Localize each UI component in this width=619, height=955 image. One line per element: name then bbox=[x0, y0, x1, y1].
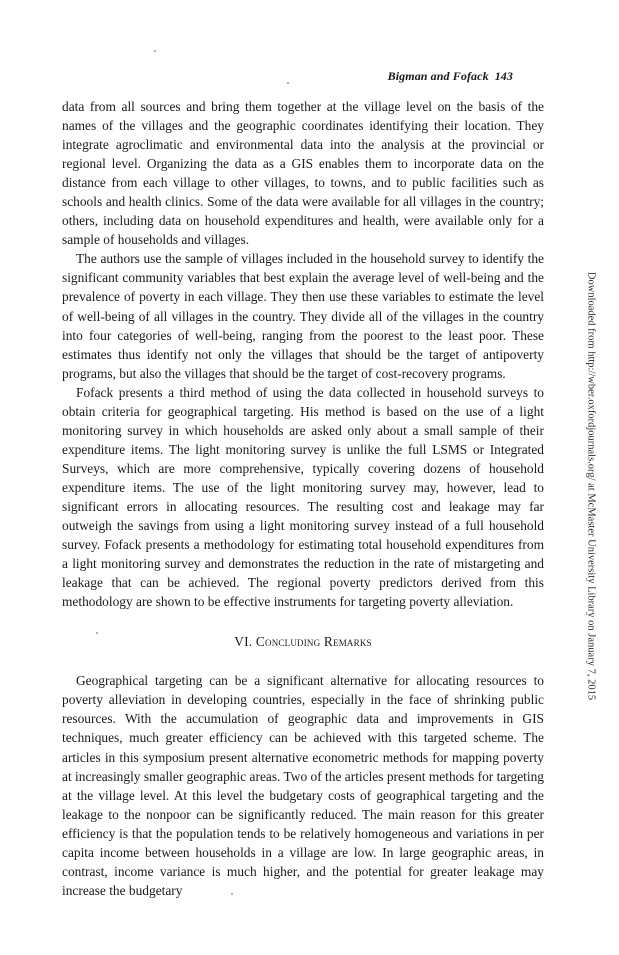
paragraph-3: Fofack presents a third method of using the data collected in household surveys to obtain criteria for geographical targeting. His method is based on the use of a light monitoring survey in which households are asked only about a small sample of their expenditure items. The light monitoring survey is unlike the full LSMS or Integrated Surveys, which are more comprehensive, typically covering dozens of household expenditure items. The use of the light monitoring survey may, however, lead to significant errors in allocating resources. The resulting cost and leakage may far outweigh the savings from using a light monitoring survey instead of a full household survey. Fofack presents a methodology for estimating total household expenditures from a light monitoring survey and demonstrates the reduction in the rate of mistargeting and leakage that can be achieved. The regional poverty predictors derived from this methodology are shown to be effective instruments for targeting poverty alleviation. bbox=[62, 384, 544, 610]
paragraph-4: Geographical targeting can be a significant alternative for allocating resources to poverty alleviation in developing countries, especially in the face of shrinking public resources. With the accumulation of geographic data and improvements in GIS techniques, much greater efficiency can be achieved with this targeted scheme. The articles in this symposium present alternative econometric methods for mapping poverty at increasingly smaller geographic areas. Two of the articles present methods for targeting at the village level. At this level the budgetary costs of geographical targeting and the leakage to the nonpoor can be significantly reduced. The main reason for this greater efficiency is that the population tends to be relatively homogeneous and variations in per capita income between households in a village are low. In large geographic areas, in contrast, income variance is much higher, and the potential for greater leakage may increase the budgetary bbox=[62, 673, 544, 898]
download-watermark: Downloaded from http://wber.oxfordjournals.org/ at McMaster University Library on January 7, 2015 bbox=[585, 271, 597, 701]
section-number: VI. bbox=[234, 634, 253, 650]
paragraph-1: data from all sources and bring them together at the village level on the basis of the names of the villages and the geographic coordinates identifying their location. They integrate agroclimatic and environmental data into the analysis at the provincial or regional level. Organizing the data as a GIS enables them to incorporate data on the distance from each village to other villages, to towns, and to public facilities such as schools and health clinics. Some of the data were available for all villages in the country; others, including data on household expenditures and health, were available only for a sample of households and villages. bbox=[62, 99, 544, 248]
section-title: Concluding Remarks bbox=[255, 634, 372, 650]
page-number: 143 bbox=[494, 69, 513, 83]
header-authors: Bigman and Fofack bbox=[387, 69, 489, 83]
section-heading bbox=[62, 632, 544, 651]
article-body bbox=[62, 97, 544, 900]
running-header bbox=[388, 69, 513, 84]
paragraph-2: The authors use the sample of villages included in the household survey to identify the significant community variables that best explain the average level of well-being and the prevalence of poverty in each village. They then use these variables to estimate the level of well-being of all villages in the country. They divide all of the villages in the country into four categories of well-being, ranging from the poorest to the least poor. These estimates thus identify not only the villages that should be the target of antipoverty programs, but also the villages that should be the target of cost-recovery programs. bbox=[62, 251, 544, 381]
